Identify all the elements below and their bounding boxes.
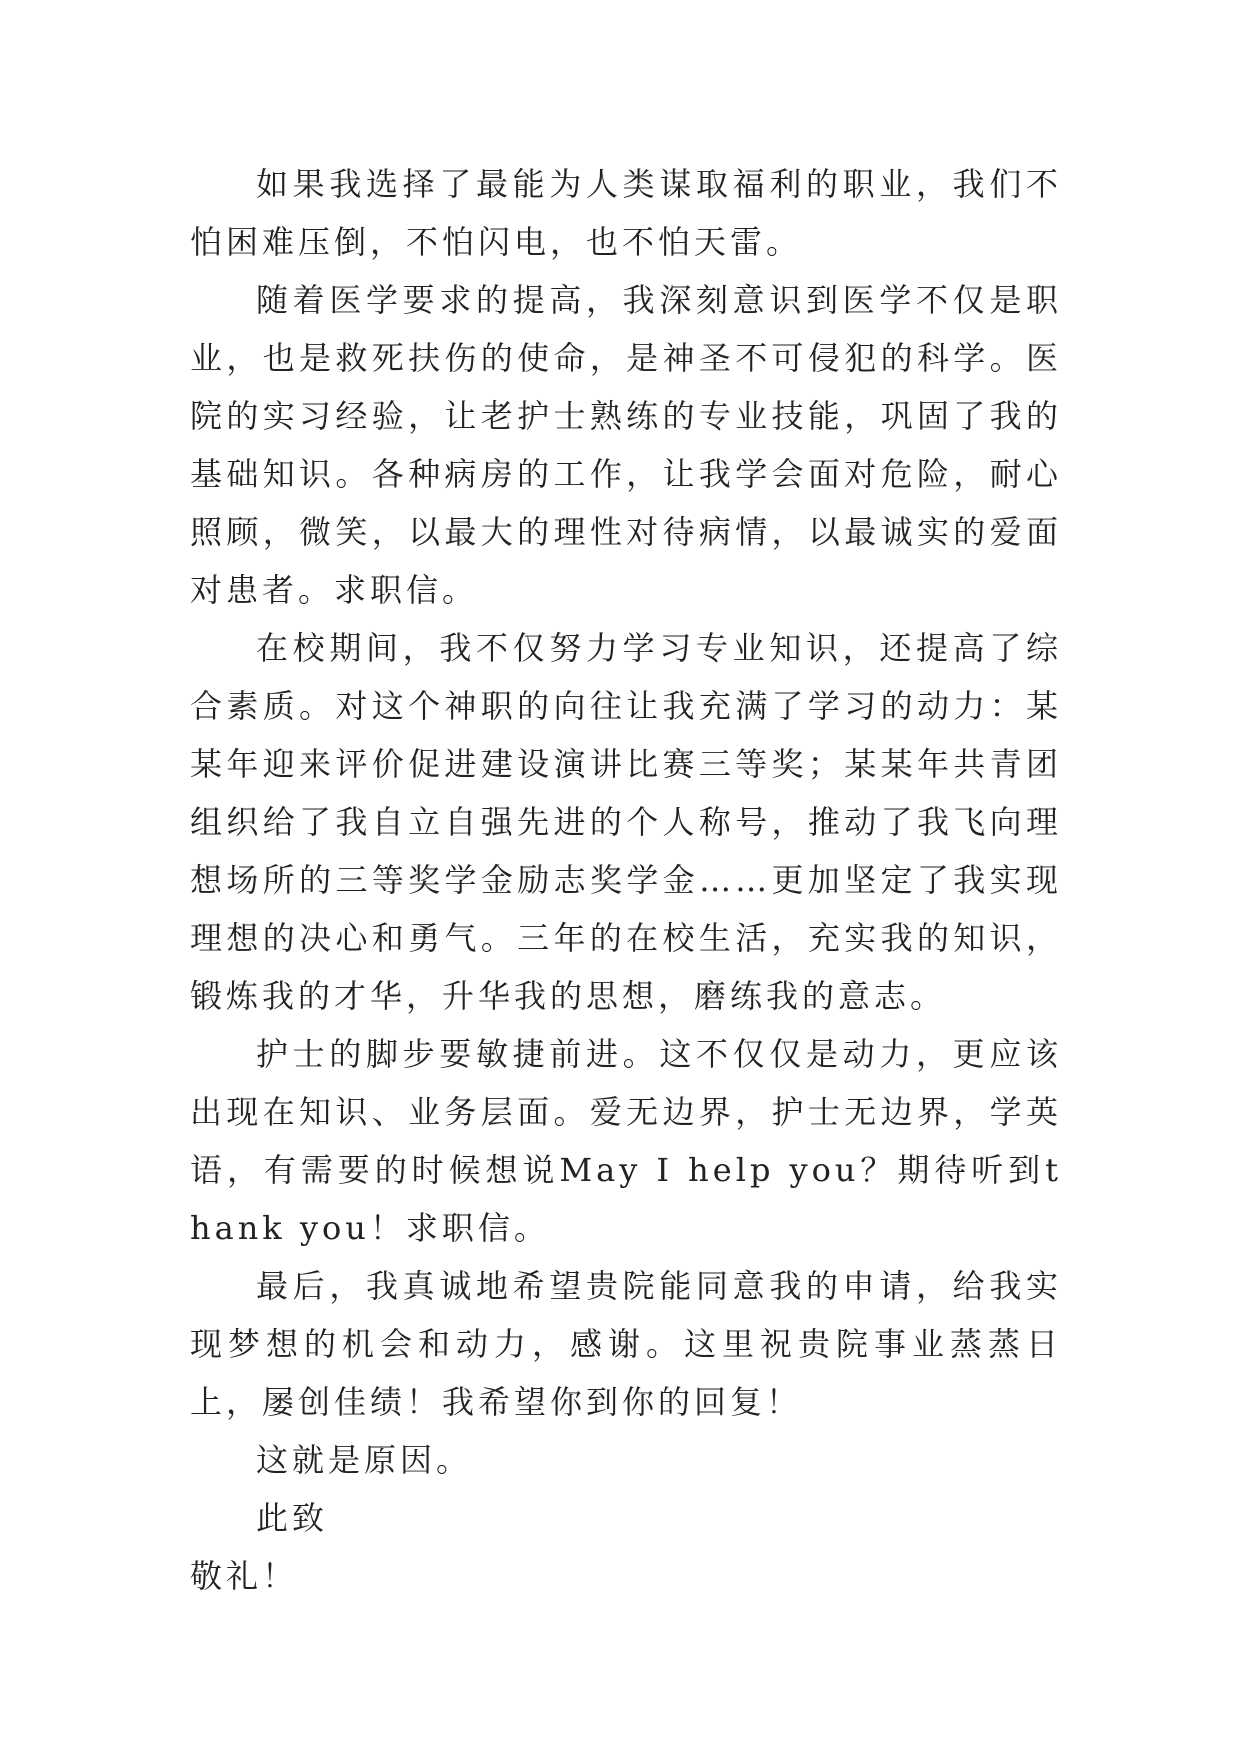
salutation-line: 此致 [256,1499,329,1537]
closing-line: 敬礼！ [190,1557,299,1595]
paragraph-6: 这就是原因。 [256,1441,473,1479]
paragraph-4: 护士的脚步要敏捷前进。这不仅仅是动力，更应该出现在知识、业务层面。爱无边界，护士无边界，学英语，有需要的时候想说May I help you？期待听到thank you！求职信。 [190,1035,1062,1247]
paragraph-3: 在校期间，我不仅努力学习专业知识，还提高了综合素质。对这个神职的向往让我充满了学习的动力：某某年迎来评价促进建设演讲比赛三等奖；某某年共青团组织给了我自立自强先进的个人称号，推动了我飞向理想场所的三等奖学金励志奖学金……更加坚定了我实现理想的决心和勇气。三年的在校生活，充实我的知识，锻炼我的才华，升华我的思想，磨练我的意志。 [190,629,1062,1015]
letter-body [190,155,1062,1605]
paragraph-5: 最后，我真诚地希望贵院能同意我的申请，给我实现梦想的机会和动力，感谢。这里祝贵院事业蒸蒸日上，屡创佳绩！我希望你到你的回复！ [190,1267,1062,1421]
paragraph-1: 如果我选择了最能为人类谋取福利的职业，我们不怕困难压倒，不怕闪电，也不怕天雷。 [190,165,1062,261]
paragraph-2: 随着医学要求的提高，我深刻意识到医学不仅是职业，也是救死扶伤的使命，是神圣不可侵犯的科学。医院的实习经验，让老护士熟练的专业技能，巩固了我的基础知识。各种病房的工作，让我学会面对危险，耐心照顾，微笑，以最大的理性对待病情，以最诚实的爱面对患者。求职信。 [190,281,1062,609]
